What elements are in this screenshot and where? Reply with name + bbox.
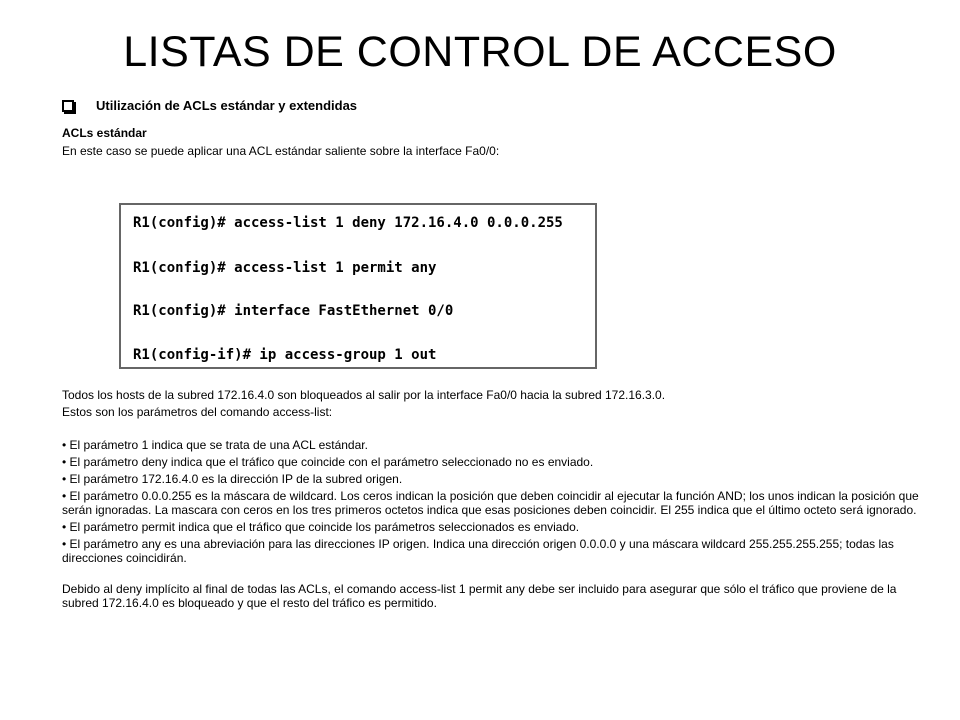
paragraph: Todos los hosts de la subred 172.16.4.0 son bloqueados al salir por la interface Fa0/0 hacia la subred 172.16.3.0. [62, 388, 666, 402]
bullet-item: • El parámetro permit indica que el tráfico que coincide los parámetros seleccionados es enviado. [62, 520, 580, 534]
body-text [62, 388, 922, 610]
intro-text: En este caso se puede aplicar una ACL estándar saliente sobre la interface Fa0/0: [62, 144, 500, 158]
subheading-text: Utilización de ACLs estándar y extendidas [96, 98, 358, 113]
cli-line: R1(config)# access-list 1 deny 172.16.4.0 0.0.0.255 [133, 215, 563, 231]
bullet-item: • El parámetro 1 indica que se trata de una ACL estándar. [62, 438, 368, 452]
cli-line: R1(config-if)# ip access-group 1 out [133, 347, 437, 363]
checkbox-icon [62, 100, 74, 112]
paragraph: Estos son los parámetros del comando access-list: [62, 405, 333, 419]
bullet-item: • El parámetro 172.16.4.0 es la dirección IP de la subred origen. [62, 472, 403, 486]
section-label: ACLs estándar [62, 126, 147, 140]
conclusion-paragraph: Debido al deny implícito al final de todas las ACLs, el comando access-list 1 permit any debe ser incluido para asegurar que sólo el tráfico que proviene de la subred 172.16.4.0 es bloqueado y que el resto del tráfico es permitido. [62, 582, 897, 610]
subheading [62, 98, 357, 113]
slide-title: LISTAS DE CONTROL DE ACCESO [123, 28, 837, 76]
bullet-item: • El parámetro any es una abreviación para las direcciones IP origen. Indica una dirección origen 0.0.0.0 y una máscara wildcard 255.255.255.255; todas las direcciones coincidirán. [62, 537, 894, 565]
cli-line: R1(config)# interface FastEthernet 0/0 [133, 303, 454, 319]
bullet-item: • El parámetro 0.0.0.255 es la máscara de wildcard. Los ceros indican la posición que deben coincidir al ejecutar la función AND; los unos indican la posición que serán ignoradas. La mascara con ceros en los tres primeros octetos indica que esas posiciones deben coincidir. El 255 indica que el último octeto será ignorado. [62, 489, 919, 517]
cli-config-box [119, 203, 597, 369]
cli-line: R1(config)# access-list 1 permit any [133, 260, 437, 276]
bullet-item: • El parámetro deny indica que el tráfico que coincide con el parámetro seleccionado no es enviado. [62, 455, 594, 469]
